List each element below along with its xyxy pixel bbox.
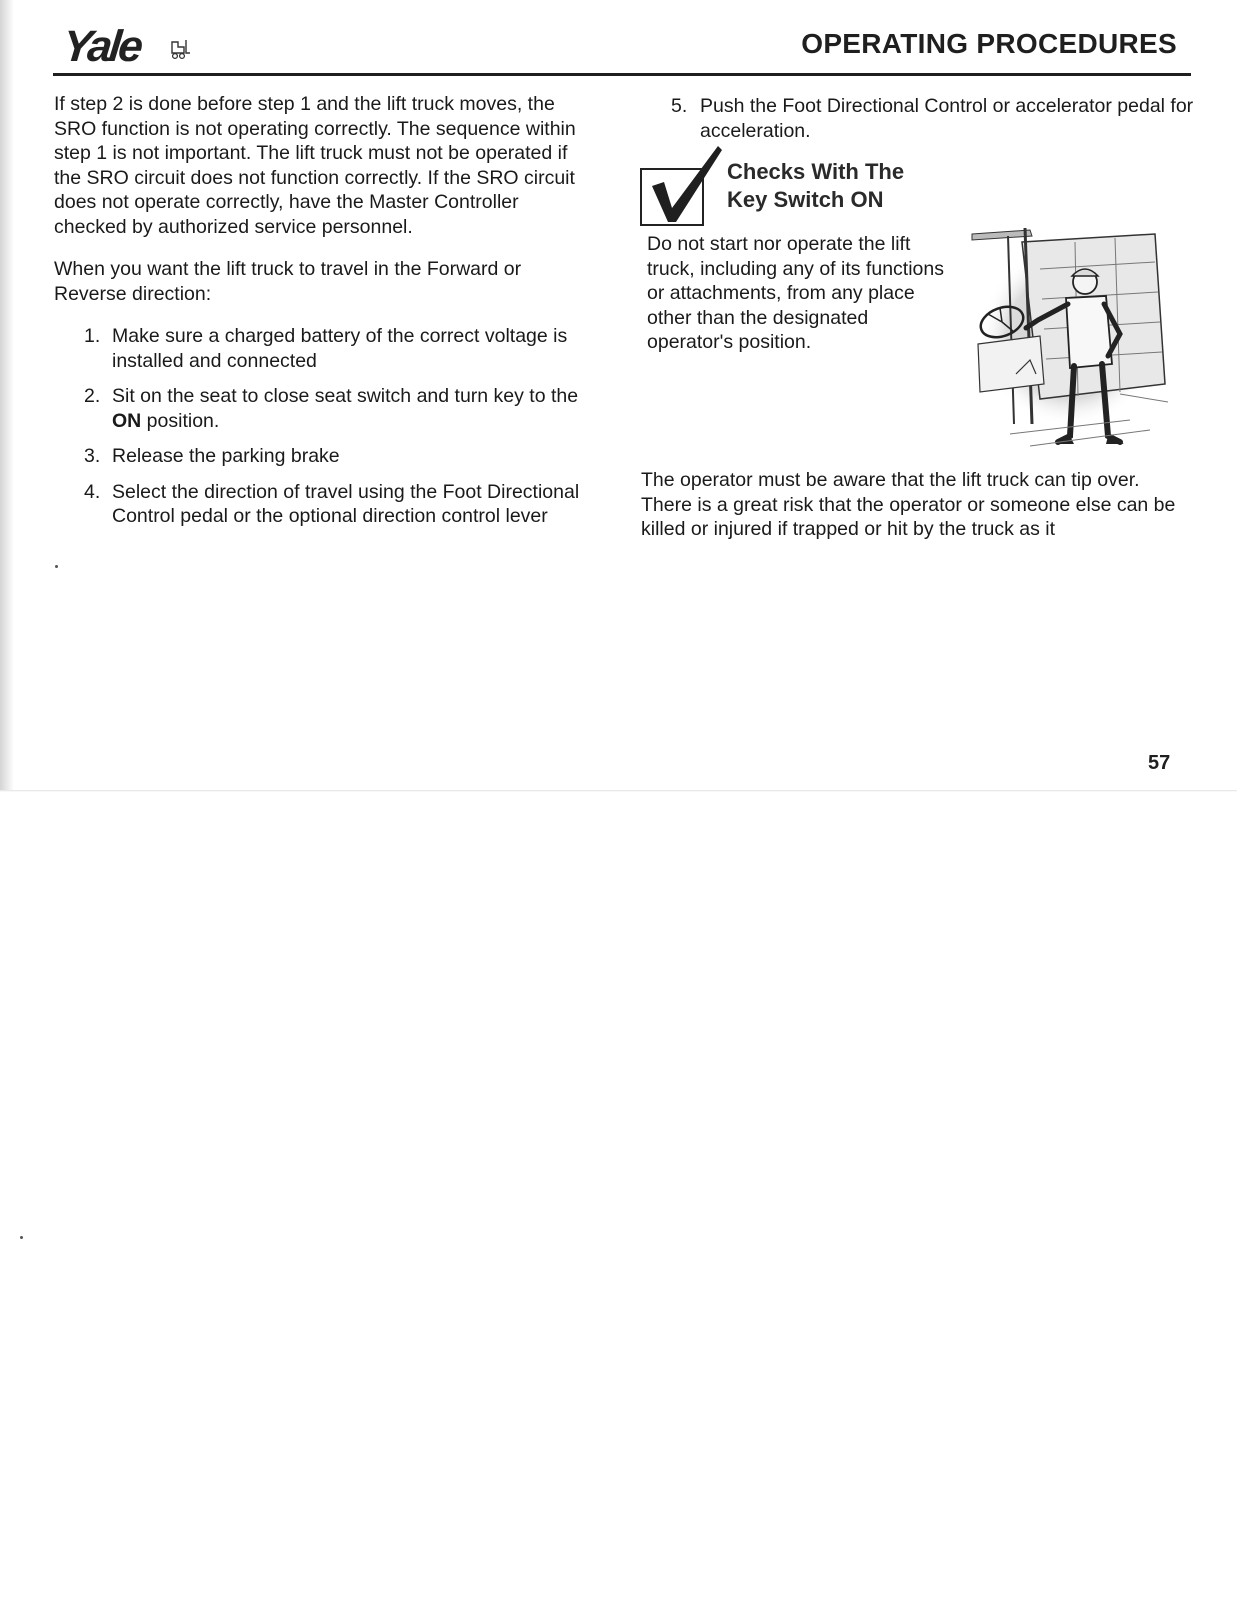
- section-title: OPERATING PROCEDURES: [801, 28, 1177, 59]
- step-number: 1.: [84, 325, 101, 347]
- checkmark-icon: [648, 142, 728, 224]
- header-rule: [53, 73, 1191, 76]
- checks-title-line: Checks With The: [727, 159, 905, 184]
- checks-title-line: Key Switch ON: [727, 187, 884, 212]
- list-item: [54, 444, 594, 469]
- travel-paragraph: When you want the lift truck to travel in the Forward or Reverse direction:: [54, 258, 522, 305]
- checks-heading: [640, 156, 1040, 226]
- step-text: Select the direction of travel using the Foot Directional Control pedal or the optional direction control lever: [112, 480, 580, 527]
- forklift-logo-icon: [169, 38, 191, 60]
- step-text: Release the parking brake: [112, 445, 340, 467]
- step-text: Sit on the seat to close seat switch and turn key to the: [112, 385, 579, 407]
- list-item: [54, 480, 594, 529]
- scan-speck: [55, 565, 58, 568]
- warning-paragraph: Do not start nor operate the lift truck, including any of its functions or attachments, from any place other than the designated operator's position.: [647, 233, 944, 353]
- step-text: Push the Foot Directional Control or accelerator pedal for acceleration.: [700, 95, 1194, 142]
- sro-paragraph: If step 2 is done before step 1 and the lift truck moves, the SRO function is not operating correctly. The sequence within step 1 is not important. The lift truck must not be operated if the SRO circuit does not function correctly. If the SRO circuit does not operate correctly, have the Master Controller checked by authorized service personnel.: [54, 93, 576, 238]
- step-number: 5.: [671, 95, 688, 117]
- page-header: [53, 18, 1191, 78]
- right-column: [640, 94, 1200, 540]
- operator-at-controls-illustration: [970, 224, 1170, 458]
- list-item: [640, 94, 1200, 143]
- list-item: [54, 324, 594, 373]
- travel-steps-list: [54, 324, 594, 529]
- step-number: 3.: [84, 445, 101, 467]
- list-item: [54, 384, 594, 433]
- step-text-bold: ON: [112, 409, 142, 432]
- step-text: position.: [141, 409, 220, 432]
- checks-title: [727, 158, 904, 214]
- page-bottom-edge: [0, 790, 1237, 792]
- step-number: 2.: [84, 385, 101, 407]
- scan-edge-shadow: [0, 0, 14, 790]
- tip-over-paragraph: The operator must be aware that the lift truck can tip over. There is a great risk that the operator or someone else can be killed or injured if trapped or hit by the truck as it: [641, 469, 1176, 540]
- left-column: [54, 92, 594, 540]
- step-text: Make sure a charged battery of the correct voltage is installed and connected: [112, 325, 568, 372]
- step-number: 4.: [84, 480, 101, 503]
- yale-logo: Yale: [60, 22, 143, 71]
- page-number: 57: [1148, 752, 1171, 774]
- scan-speck: [20, 1236, 23, 1239]
